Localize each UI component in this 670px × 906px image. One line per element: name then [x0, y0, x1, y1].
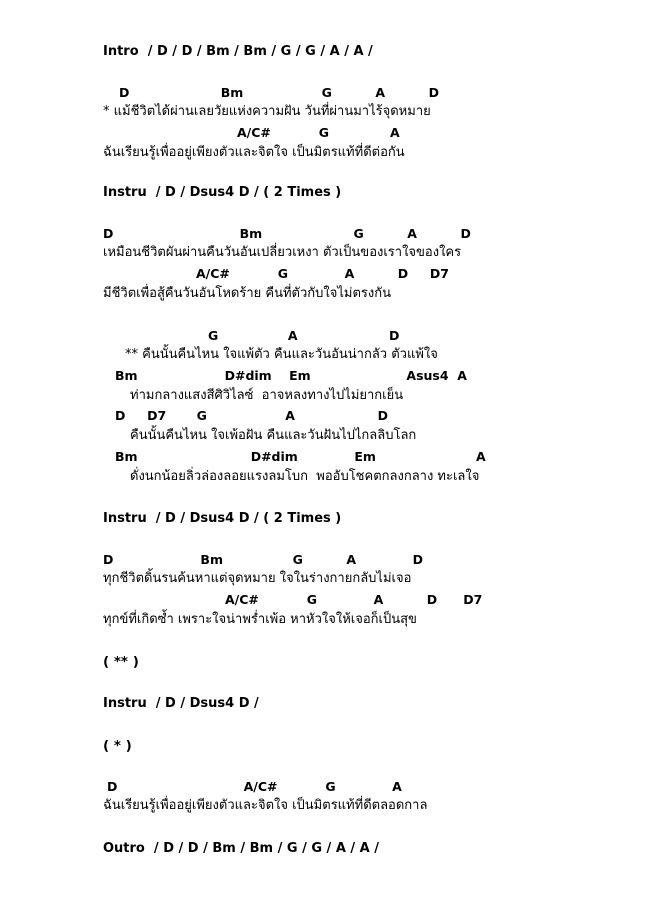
lyric-line: คืนนั้นคืนไหน ใจเพ้อฝัน คืนและวันฝันไปไกลลิบโลก	[130, 428, 417, 443]
chord-line: A/C# G A	[237, 125, 400, 140]
lyric-line: ** คืนนั้นคืนไหน ใจแพ้ตัว คืนและวันอันน่ากลัว ตัวแพ้ใจ	[125, 347, 438, 362]
repeat-marker: ( ** )	[103, 654, 139, 670]
chord-line: D D7 G A D	[115, 408, 388, 423]
lyric-line: ทุกข์ที่เกิดซ้ำ เพราะใจน่าพร่ำเพ้อ หาหัวใจให้เจอก็เป็นสุข	[103, 612, 417, 627]
lyric-line: ทุกชีวิตดิ้นรนค้นหาแต่จุดหมาย ใจในร่างกายกลับไม่เจอ	[103, 571, 412, 586]
instru-line: Instru / D / Dsus4 D / ( 2 Times )	[103, 185, 342, 200]
lyric-line: เหมือนชีวิตผันผ่านคืนวันอันเปลี่ยวเหงา ตัวเป็นของเราใจของใคร	[103, 245, 462, 260]
instru-line: Instru / D / Dsus4 D /	[103, 696, 259, 711]
lyric-line: ฉันเรียนรู้เพื่ออยู่เพียงตัวและจิตใจ เป็นมิตรแท้ที่ดีต่อกัน	[103, 145, 405, 160]
chord-line: Bm D#dim Em Asus4 A	[115, 368, 467, 383]
chord-line: Bm D#dim Em A	[115, 449, 486, 464]
lyric-line: มีชีวิตเพื่อสู้คืนวันอันโหดร้าย คืนที่ตัวกับใจไม่ตรงกัน	[103, 286, 391, 301]
chord-line: G A D	[208, 328, 400, 343]
chord-line: D Bm G A D	[119, 85, 439, 100]
lyric-line: ท่ามกลางแสงสีศิวิไลซ์ อาจหลงทางไปไม่ยากเย็น	[130, 388, 404, 403]
chord-line: D Bm G A D	[103, 226, 471, 241]
instru-line: Instru / D / Dsus4 D / ( 2 Times )	[103, 511, 342, 526]
lyric-line: * แม้ชีวิตได้ผ่านเลยวัยแห่งความฝัน วันที่ผ่านมาไร้จุดหมาย	[103, 104, 431, 119]
lyric-line: ดั่งนกน้อยลิ่วล่องลอยแรงลมโบก พออับโชคตกลงกลาง ทะเลใจ	[130, 469, 480, 484]
chord-line: A/C# G A D D7	[196, 266, 449, 281]
chord-line: D Bm G A D	[103, 552, 423, 567]
repeat-marker: ( * )	[103, 738, 132, 754]
chord-line: A/C# G A D D7	[225, 592, 483, 607]
chord-line: D A/C# G A	[107, 779, 402, 794]
outro-line: Outro / D / D / Bm / Bm / G / G / A / A /	[103, 841, 380, 856]
intro-line: Intro / D / D / Bm / Bm / G / G / A / A /	[103, 44, 373, 59]
lyric-line: ฉันเรียนรู้เพื่ออยู่เพียงตัวและจิตใจ เป็นมิตรแท้ที่ดีตลอดกาล	[103, 798, 428, 813]
